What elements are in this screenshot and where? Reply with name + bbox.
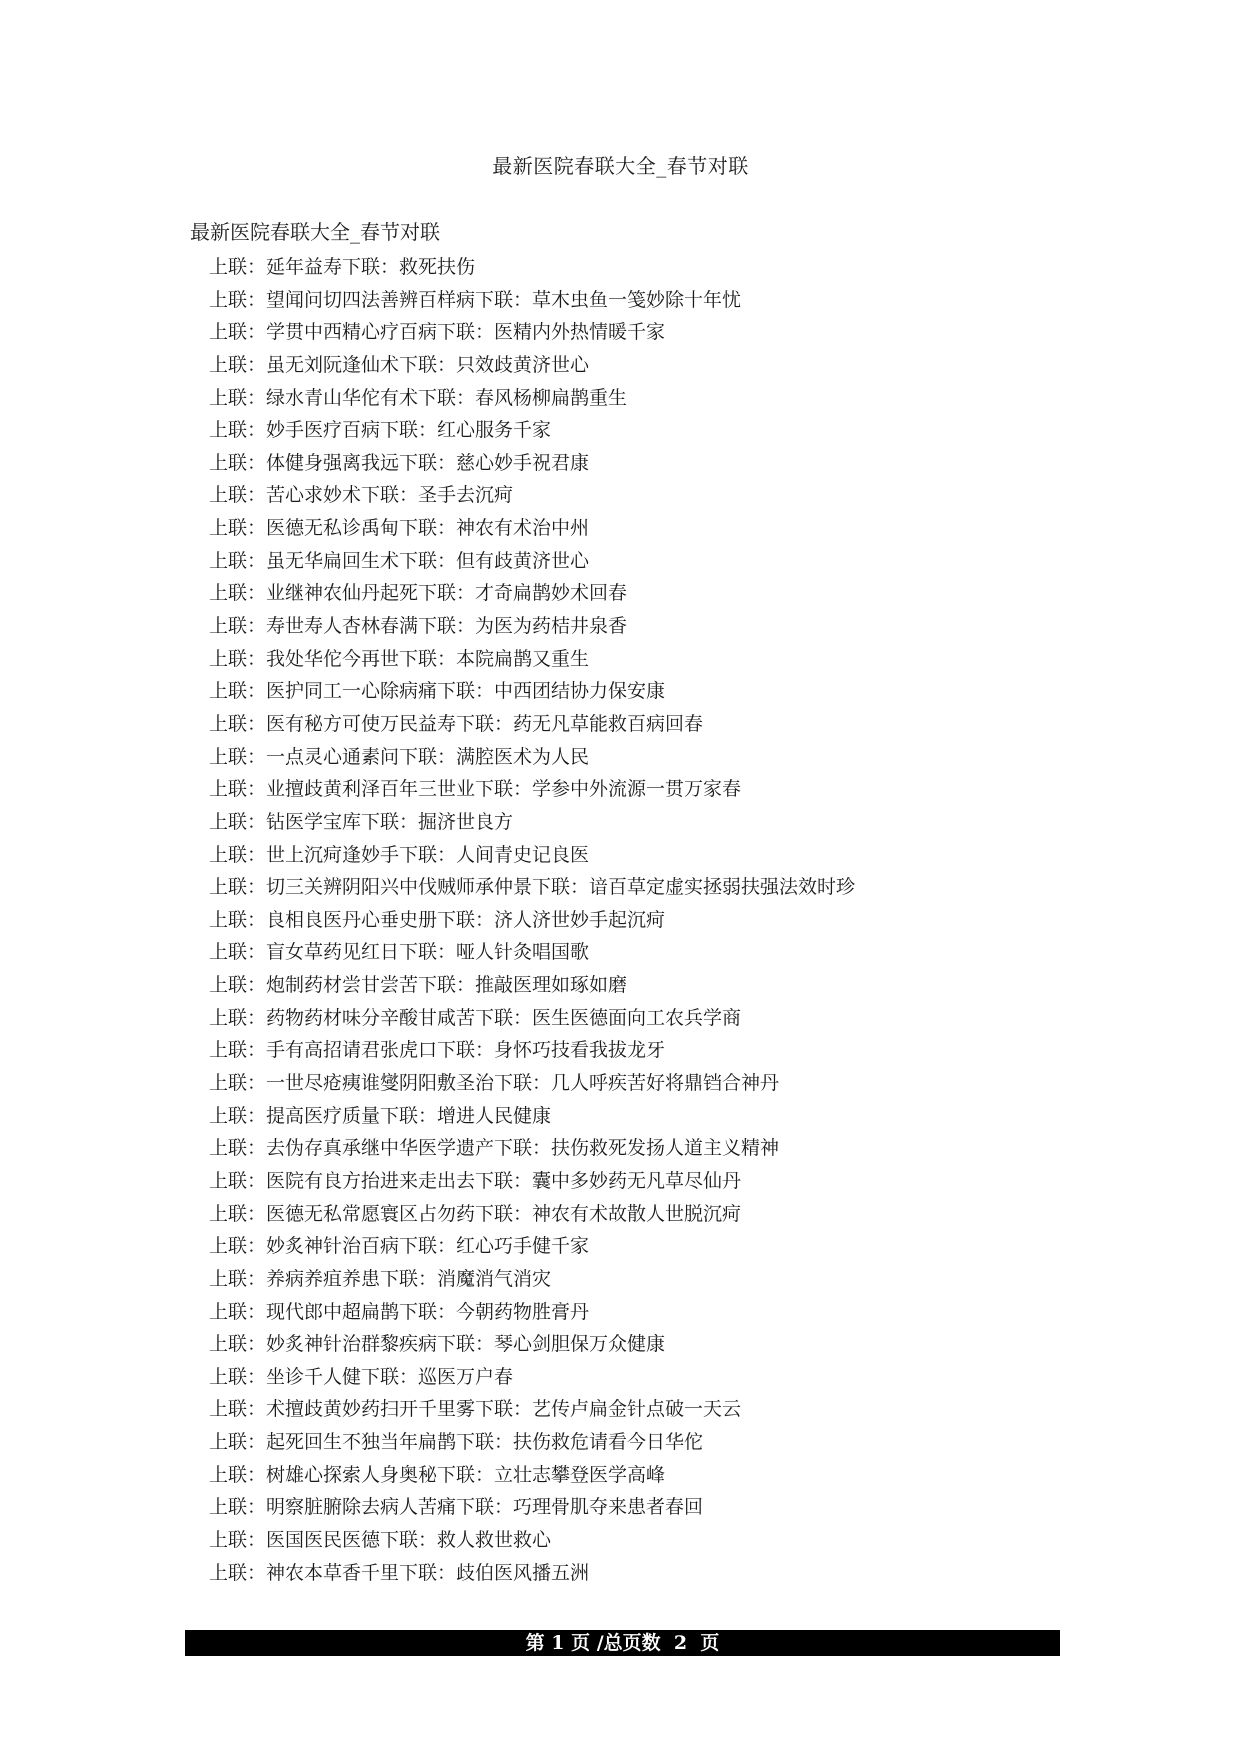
document-subtitle: 最新医院春联大全_春节对联: [190, 220, 440, 244]
couplet-line: 上联：树雄心探索人身奥秘下联：立壮志攀登医学高峰: [209, 1463, 666, 1486]
couplet-line: 上联：我处华佗今再世下联：本院扁鹊又重生: [209, 647, 590, 670]
footer-prefix: 第: [525, 1632, 545, 1654]
couplet-line: 上联：妙炙神针治群黎疾病下联：琴心剑胆保万众健康: [209, 1333, 666, 1356]
footer-middle: 页 /总页数: [571, 1632, 661, 1654]
couplet-line: 上联：医德无私诊禹甸下联：神农有术治中州: [209, 517, 590, 540]
couplet-line: 上联：明察脏腑除去病人苦痛下联：巧理骨肌夺来患者春回: [209, 1496, 704, 1519]
couplet-line: 上联：一世尽疮痍谁燮阴阳敷圣治下联：几人呼疾苦好将鼎铛合神丹: [209, 1072, 780, 1095]
footer-total-pages: 2: [673, 1632, 688, 1654]
footer-suffix: 页: [700, 1632, 720, 1654]
couplet-line: 上联：学贯中西精心疗百病下联：医精内外热情暖千家: [209, 321, 666, 344]
couplet-line: 上联：医国医民医德下联：救人救世救心: [209, 1528, 552, 1551]
couplet-line: 上联：业擅歧黄利泽百年三世业下联：学参中外流源一贯万家春: [209, 778, 742, 801]
couplet-line: 上联：提高医疗质量下联：增进人民健康: [209, 1104, 552, 1127]
couplet-line: 上联：炮制药材尝甘尝苦下联：推敲医理如琢如磨: [209, 974, 628, 997]
couplet-line: 上联：神农本草香千里下联：歧伯医风播五洲: [209, 1561, 590, 1584]
page-footer: [185, 1630, 1060, 1656]
document-body: [190, 218, 1070, 1589]
couplet-line: 上联：切三关辨阴阳兴中伐贼师承仲景下联：谙百草定虚实拯弱扶强法效时珍: [209, 876, 856, 899]
couplet-line: 上联：寿世寿人杏林春满下联：为医为药桔井泉香: [209, 615, 628, 638]
couplet-line: 上联：虽无华扁回生术下联：但有歧黄济世心: [209, 549, 590, 572]
couplet-line: 上联：良相良医丹心垂史册下联：济人济世妙手起沉疴: [209, 908, 666, 931]
couplet-line: 上联：医护同工一心除病痛下联：中西团结协力保安康: [209, 680, 666, 703]
couplet-line: 上联：养病养疽养患下联：消魔消气消灾: [209, 1267, 552, 1290]
couplet-line: 上联：现代郎中超扁鹊下联：今朝药物胜膏丹: [209, 1300, 590, 1323]
couplet-line: 上联：手有高招请君张虎口下联：身怀巧技看我拔龙牙: [209, 1039, 666, 1062]
couplet-line: 上联：世上沉疴逢妙手下联：人间青史记良医: [209, 843, 590, 866]
couplet-line: 上联：盲女草药见红日下联：哑人针灸唱国歌: [209, 941, 590, 964]
document-title: 最新医院春联大全_春节对联: [492, 154, 749, 178]
couplet-line: 上联：医德无私常愿寰区占勿药下联：神农有术故散人世脱沉疴: [209, 1202, 742, 1225]
couplet-line: 上联：延年益寿下联：救死扶伤: [209, 256, 476, 278]
couplet-line: 上联：一点灵心通素问下联：满腔医术为人民: [209, 745, 590, 768]
couplet-line: 上联：钻医学宝库下联：掘济世良方: [209, 810, 514, 833]
couplet-line: 上联：坐诊千人健下联：巡医万户春: [209, 1365, 514, 1388]
couplet-line: 上联：医院有良方抬进来走出去下联：囊中多妙药无凡草尽仙丹: [209, 1169, 742, 1192]
couplet-line: 上联：业继神农仙丹起死下联：才奇扁鹊妙术回春: [209, 582, 628, 605]
couplet-line: 上联：望闻问切四法善辨百样病下联：草木虫鱼一笺妙除十年忧: [209, 288, 742, 311]
couplet-line: 上联：妙炙神针治百病下联：红心巧手健千家: [209, 1235, 590, 1258]
footer-current-page: 1: [551, 1632, 565, 1654]
couplet-list: [190, 251, 1070, 1589]
couplet-line: 上联：体健身强离我远下联：慈心妙手祝君康: [209, 451, 590, 474]
couplet-line: 上联：医有秘方可使万民益寿下联：药无凡草能救百病回春: [209, 712, 704, 735]
couplet-line: 上联：去伪存真承继中华医学遗产下联：扶伤救死发扬人道主义精神: [209, 1137, 780, 1160]
couplet-line: 上联：绿水青山华佗有术下联：春风杨柳扁鹊重生: [209, 386, 628, 409]
couplet-line: 上联：起死回生不独当年扁鹊下联：扶伤救危请看今日华佗: [209, 1431, 704, 1454]
couplet-line: 上联：苦心求妙术下联：圣手去沉疴: [209, 484, 514, 507]
couplet-line: 上联：药物药材味分辛酸甘咸苦下联：医生医德面向工农兵学商: [209, 1006, 742, 1029]
couplet-line: 上联：虽无刘阮逢仙术下联：只效歧黄济世心: [209, 353, 590, 376]
couplet-line: 上联：术擅歧黄妙药扫开千里雾下联：艺传卢扁金针点破一天云: [209, 1398, 742, 1421]
couplet-line: 上联：妙手医疗百病下联：红心服务千家: [209, 419, 552, 442]
